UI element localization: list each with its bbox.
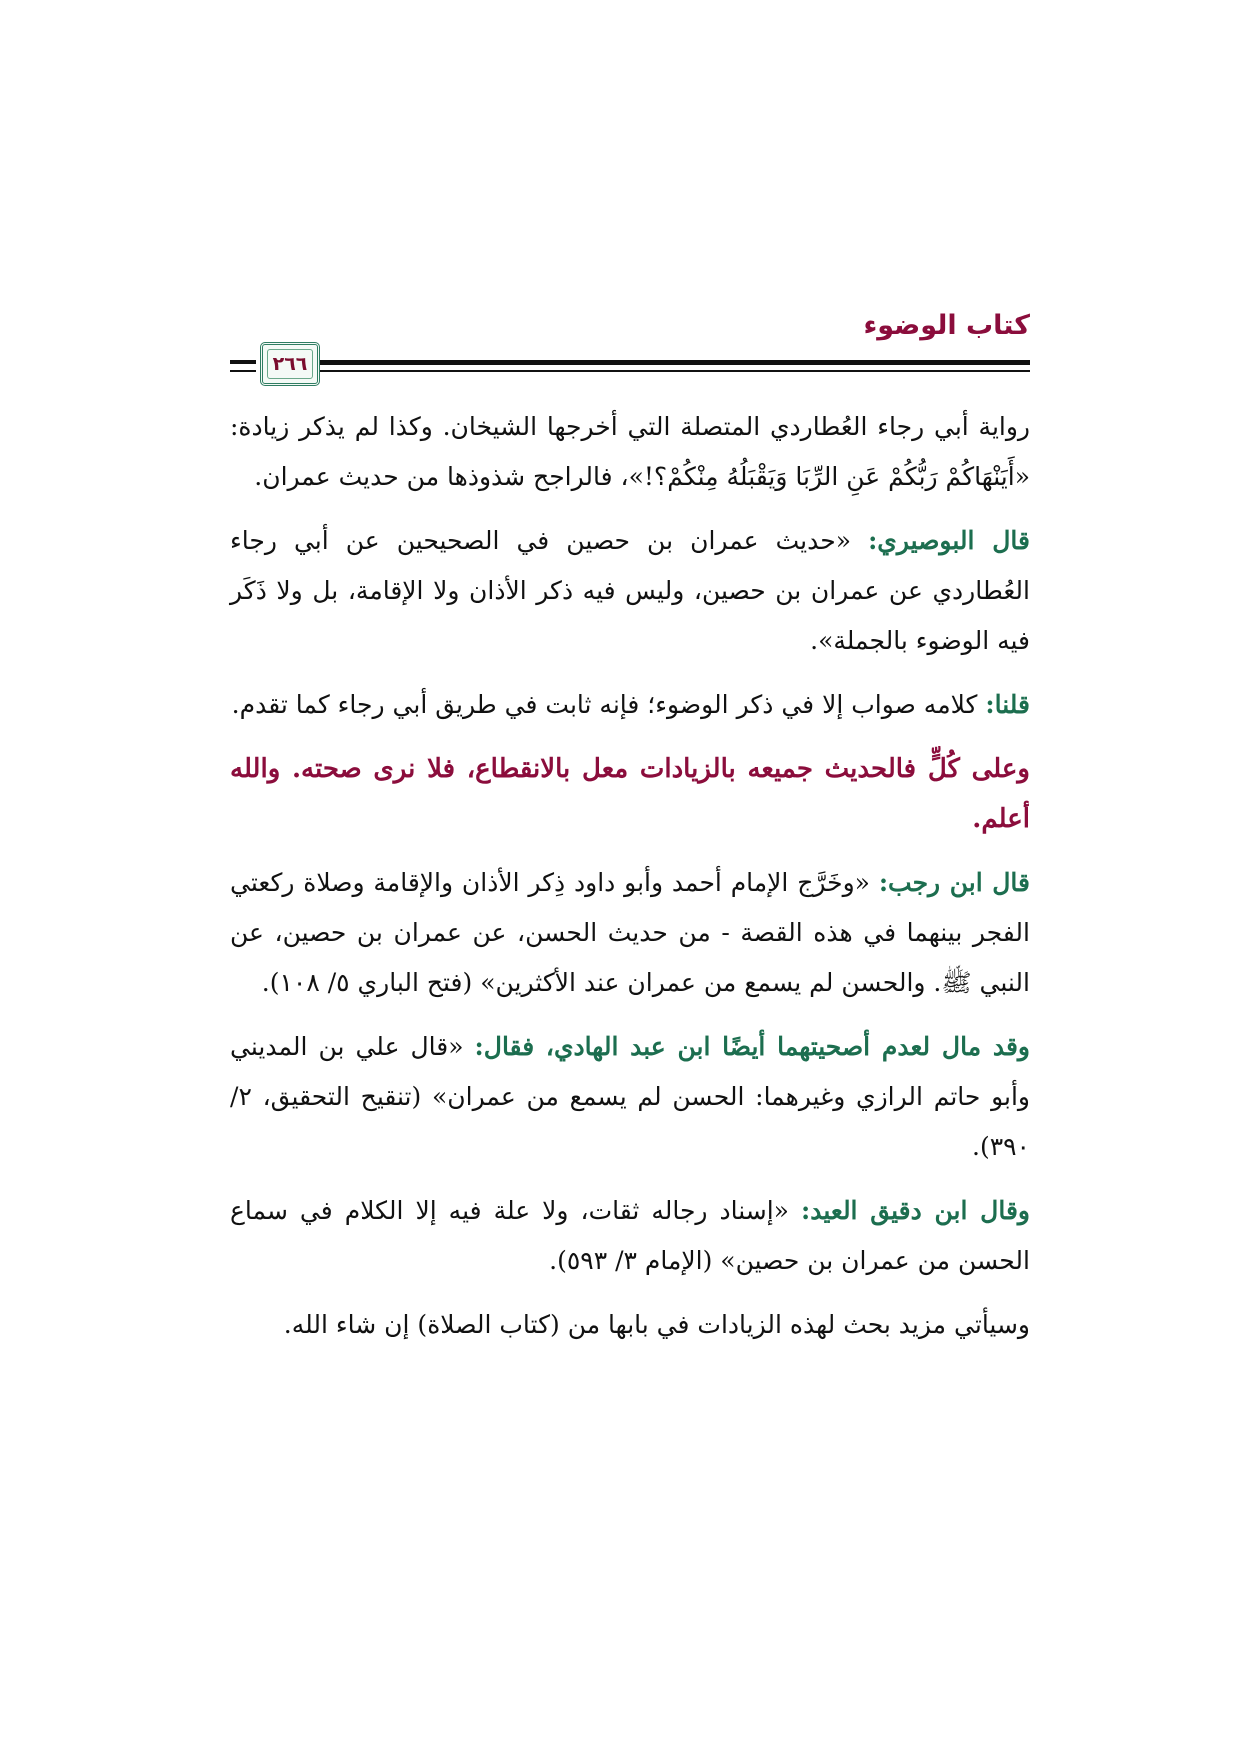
paragraph-text: «وخَرَّج الإمام أحمد وأبو داود ذِكر الأذان والإقامة وصلاة ركعتي الفجر بينهما في هذه القصة - من حديث الحسن، عن عمران بن حصين، عن النبي ﷺ. والحسن لم يسمع من عمران عند الأكثرين» (فتح الباري ٥/ ١٠٨).	[230, 868, 1030, 997]
speaker-label: وقد مال لعدم أصحيتهما أيضًا ابن عبد الهادي، فقال:	[474, 1032, 1030, 1061]
paragraph-text: رواية أبي رجاء العُطاردي المتصلة التي أخرجها الشيخان. وكذا لم يذكر زيادة: «أَيَنْهَاكُمْ رَبُّكُمْ عَنِ الرِّبَا وَيَقْبَلُهُ مِنْكُمْ؟!»، فالراجح شذوذها من حديث عمران.	[230, 412, 1030, 491]
header-rule-left-thick	[230, 360, 256, 364]
page-number-frame	[260, 342, 320, 386]
paragraph	[230, 516, 1030, 666]
speaker-label: وقال ابن دقيق العيد:	[800, 1196, 1030, 1225]
paragraph	[230, 402, 1030, 502]
speaker-label: قلنا:	[985, 690, 1030, 719]
paragraph	[230, 1300, 1030, 1350]
header-rule-thin	[320, 370, 1030, 372]
paragraph-text: كلامه صواب إلا في ذكر الوضوء؛ فإنه ثابت في طريق أبي رجاء كما تقدم.	[231, 690, 978, 719]
paragraph	[230, 680, 1030, 730]
paragraph	[230, 1022, 1030, 1172]
paragraph	[230, 858, 1030, 1008]
speaker-label: قال البوصيري:	[868, 526, 1030, 555]
chapter-title: كتاب الوضوء	[863, 310, 1030, 341]
header-rule-thick	[320, 360, 1030, 365]
paragraph-text: «إسناد رجاله ثقات، ولا علة فيه إلا الكلام في سماع الحسن من عمران بن حصين» (الإمام ٣/ ٥٩٣).	[230, 1196, 1030, 1275]
page-header	[230, 310, 1030, 390]
paragraph	[230, 1186, 1030, 1286]
paragraph-text: «قال علي بن المديني وأبو حاتم الرازي وغيرهما: الحسن لم يسمع من عمران» (تنقيح التحقيق، ٢/ ٣٩٠).	[230, 1032, 1030, 1161]
paragraph-text: «حديث عمران بن حصين في الصحيحين عن أبي رجاء العُطاردي عن عمران بن حصين، وليس فيه ذكر الأذان ولا الإقامة، بل ولا ذَكَر فيه الوضوء بالجملة».	[230, 526, 1030, 655]
paragraph-text: وسيأتي مزيد بحث لهذه الزيادات في بابها من (كتاب الصلاة) إن شاء الله.	[283, 1310, 1030, 1339]
page-number: ٢٦٦	[272, 353, 308, 375]
page-body	[230, 402, 1030, 1364]
conclusion-text: وعلى كُلٍّ فالحديث جميعه بالزيادات معل بالانقطاع، فلا نرى صحته. والله أعلم.	[230, 754, 1030, 834]
book-page	[230, 0, 1030, 1754]
conclusion-paragraph	[230, 744, 1030, 844]
speaker-label: قال ابن رجب:	[878, 868, 1030, 897]
header-rule-left-thin	[230, 370, 256, 372]
